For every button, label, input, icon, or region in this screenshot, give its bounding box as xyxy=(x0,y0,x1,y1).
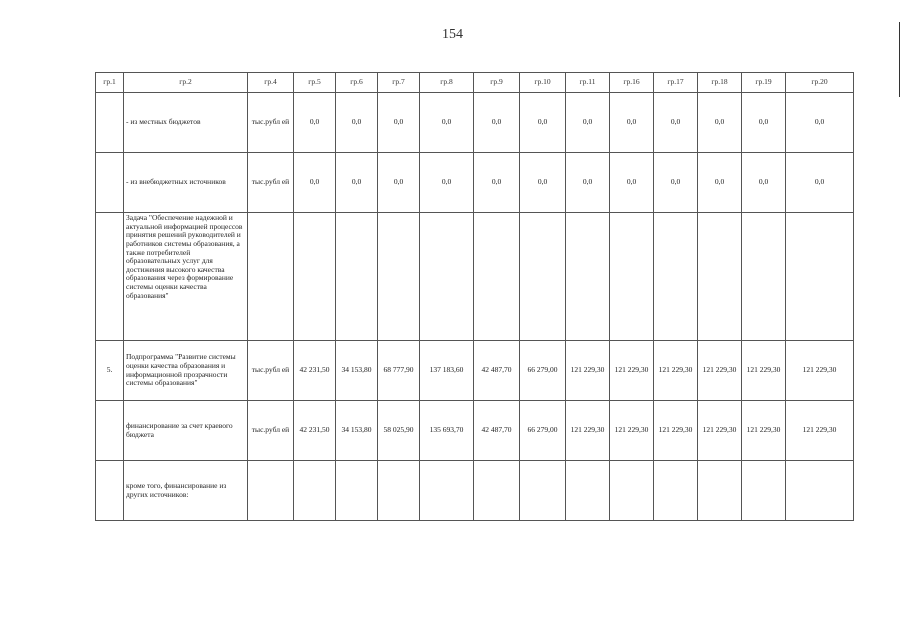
row-unit xyxy=(248,213,294,341)
row-number xyxy=(96,461,124,521)
value-cell xyxy=(520,213,566,341)
column-header: гр.17 xyxy=(654,73,698,93)
value-cell: 121 229,30 xyxy=(654,401,698,461)
value-cell xyxy=(420,461,474,521)
value-cell: 0,0 xyxy=(566,93,610,153)
table-row xyxy=(96,213,854,341)
column-header: гр.5 xyxy=(294,73,336,93)
column-header: гр.19 xyxy=(742,73,786,93)
value-cell: 0,0 xyxy=(294,93,336,153)
value-cell xyxy=(566,461,610,521)
value-cell xyxy=(698,461,742,521)
column-header: гр.7 xyxy=(378,73,420,93)
value-cell: 121 229,30 xyxy=(610,341,654,401)
value-cell xyxy=(420,213,474,341)
value-cell xyxy=(654,461,698,521)
value-cell xyxy=(786,461,854,521)
value-cell xyxy=(654,213,698,341)
column-header: гр.10 xyxy=(520,73,566,93)
value-cell: 121 229,30 xyxy=(786,401,854,461)
value-cell: 0,0 xyxy=(474,93,520,153)
value-cell: 121 229,30 xyxy=(610,401,654,461)
row-number xyxy=(96,401,124,461)
value-cell xyxy=(378,213,420,341)
value-cell: 0,0 xyxy=(520,93,566,153)
value-cell: 121 229,30 xyxy=(742,401,786,461)
value-cell xyxy=(474,213,520,341)
table-row xyxy=(96,153,854,213)
column-header: гр.9 xyxy=(474,73,520,93)
value-cell: 137 183,60 xyxy=(420,341,474,401)
value-cell: 121 229,30 xyxy=(742,341,786,401)
row-number: 5. xyxy=(96,341,124,401)
value-cell xyxy=(698,213,742,341)
column-header: гр.20 xyxy=(786,73,854,93)
value-cell: 121 229,30 xyxy=(566,401,610,461)
row-name: Задача "Обеспечение надежной и актуальной информацией процессов принятия решений руководителей и работников системы образования, а также потребителей образовательных услуг для достижения высокого качества образования через формирование системы оценки качества образования" xyxy=(124,213,248,341)
value-cell: 42 231,50 xyxy=(294,401,336,461)
table-row xyxy=(96,461,854,521)
value-cell: 0,0 xyxy=(610,93,654,153)
value-cell xyxy=(378,461,420,521)
row-name: - из внебюджетных источников xyxy=(124,153,248,213)
page-number: 154 xyxy=(442,27,463,42)
value-cell: 0,0 xyxy=(378,153,420,213)
value-cell: 66 279,00 xyxy=(520,341,566,401)
table-row xyxy=(96,93,854,153)
value-cell xyxy=(474,461,520,521)
value-cell: 0,0 xyxy=(378,93,420,153)
value-cell: 0,0 xyxy=(742,93,786,153)
value-cell: 0,0 xyxy=(336,93,378,153)
value-cell xyxy=(520,461,566,521)
value-cell: 135 693,70 xyxy=(420,401,474,461)
value-cell: 42 487,70 xyxy=(474,401,520,461)
value-cell: 0,0 xyxy=(520,153,566,213)
column-header: гр.6 xyxy=(336,73,378,93)
row-unit: тыс.рубл ей xyxy=(248,93,294,153)
row-name: Подпрограмма "Развитие системы оценки качества образования и информационной прозрачности системы образования" xyxy=(124,341,248,401)
row-unit: тыс.рубл ей xyxy=(248,341,294,401)
column-header: гр.4 xyxy=(248,73,294,93)
value-cell: 0,0 xyxy=(654,153,698,213)
value-cell xyxy=(294,461,336,521)
value-cell: 0,0 xyxy=(336,153,378,213)
value-cell: 0,0 xyxy=(420,93,474,153)
table-row xyxy=(96,341,854,401)
value-cell: 0,0 xyxy=(698,93,742,153)
row-unit: тыс.рубл ей xyxy=(248,153,294,213)
value-cell: 121 229,30 xyxy=(566,341,610,401)
value-cell xyxy=(294,213,336,341)
right-margin-rule xyxy=(899,22,900,97)
value-cell xyxy=(336,213,378,341)
value-cell: 0,0 xyxy=(610,153,654,213)
header-row xyxy=(96,73,854,93)
value-cell: 34 153,80 xyxy=(336,401,378,461)
value-cell: 0,0 xyxy=(742,153,786,213)
value-cell: 66 279,00 xyxy=(520,401,566,461)
value-cell: 0,0 xyxy=(420,153,474,213)
value-cell: 121 229,30 xyxy=(698,341,742,401)
value-cell: 42 487,70 xyxy=(474,341,520,401)
column-header: гр.11 xyxy=(566,73,610,93)
row-number xyxy=(96,153,124,213)
value-cell: 0,0 xyxy=(698,153,742,213)
value-cell: 0,0 xyxy=(654,93,698,153)
value-cell: 121 229,30 xyxy=(698,401,742,461)
column-header: гр.8 xyxy=(420,73,474,93)
table-row xyxy=(96,401,854,461)
column-header: гр.18 xyxy=(698,73,742,93)
column-header: гр.2 xyxy=(124,73,248,93)
value-cell: 34 153,80 xyxy=(336,341,378,401)
column-header: гр.1 xyxy=(96,73,124,93)
row-unit: тыс.рубл ей xyxy=(248,401,294,461)
row-number xyxy=(96,213,124,341)
value-cell xyxy=(742,213,786,341)
value-cell: 121 229,30 xyxy=(654,341,698,401)
value-cell xyxy=(566,213,610,341)
value-cell: 0,0 xyxy=(294,153,336,213)
value-cell: 42 231,50 xyxy=(294,341,336,401)
value-cell: 0,0 xyxy=(786,153,854,213)
value-cell xyxy=(336,461,378,521)
row-name: кроме того, финансирование из других источников: xyxy=(124,461,248,521)
value-cell: 121 229,30 xyxy=(786,341,854,401)
row-number xyxy=(96,93,124,153)
value-cell: 58 025,90 xyxy=(378,401,420,461)
value-cell: 0,0 xyxy=(786,93,854,153)
value-cell: 0,0 xyxy=(474,153,520,213)
value-cell xyxy=(610,461,654,521)
value-cell: 68 777,90 xyxy=(378,341,420,401)
value-cell xyxy=(742,461,786,521)
value-cell: 0,0 xyxy=(566,153,610,213)
value-cell xyxy=(786,213,854,341)
budget-table xyxy=(95,72,854,521)
row-name: - из местных бюджетов xyxy=(124,93,248,153)
value-cell xyxy=(610,213,654,341)
row-name: финансирование за счет краевого бюджета xyxy=(124,401,248,461)
column-header: гр.16 xyxy=(610,73,654,93)
row-unit xyxy=(248,461,294,521)
